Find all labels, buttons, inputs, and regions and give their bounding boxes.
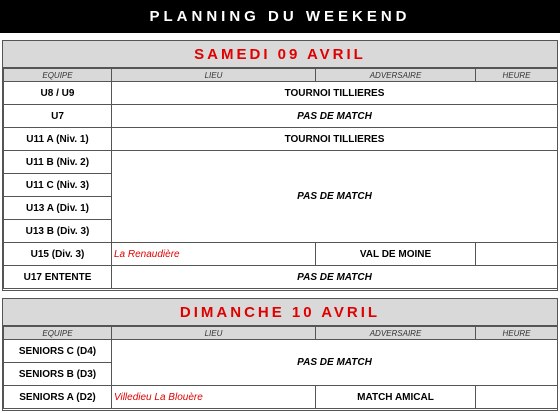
lieu-cell: La Renaudière xyxy=(112,243,316,266)
header-lieu: LIEU xyxy=(112,69,316,82)
table-row xyxy=(4,128,558,151)
adversaire-cell: MATCH AMICAL xyxy=(316,386,476,409)
table-row xyxy=(4,266,558,289)
team-cell: U17 ENTENTE xyxy=(4,266,112,289)
team-cell: U11 B (Niv. 2) xyxy=(4,151,112,174)
saturday-banner: SAMEDI 09 AVRIL xyxy=(3,41,557,68)
team-cell: SENIORS B (D3) xyxy=(4,363,112,386)
table-row xyxy=(4,340,558,363)
team-cell: U15 (Div. 3) xyxy=(4,243,112,266)
table-row xyxy=(4,151,558,174)
note-cell: PAS DE MATCH xyxy=(112,266,558,289)
header-row xyxy=(4,69,558,82)
header-equipe: EQUIPE xyxy=(4,327,112,340)
header-heure: HEURE xyxy=(476,69,558,82)
header-equipe: EQUIPE xyxy=(4,69,112,82)
note-cell: TOURNOI TILLIERES xyxy=(112,82,558,105)
table-row xyxy=(4,105,558,128)
header-lieu: LIEU xyxy=(112,327,316,340)
adversaire-cell: VAL DE MOINE xyxy=(316,243,476,266)
team-cell: U13 A (Div. 1) xyxy=(4,197,112,220)
team-cell: U7 xyxy=(4,105,112,128)
header-row xyxy=(4,327,558,340)
team-cell: U11 A (Niv. 1) xyxy=(4,128,112,151)
table-row xyxy=(4,243,558,266)
group-note-cell: PAS DE MATCH xyxy=(112,340,558,386)
saturday-section xyxy=(2,40,558,291)
table-row xyxy=(4,386,558,409)
sunday-table xyxy=(3,326,558,409)
heure-cell xyxy=(476,243,558,266)
note-cell: PAS DE MATCH xyxy=(112,105,558,128)
header-adversaire: ADVERSAIRE xyxy=(316,327,476,340)
team-cell: U8 / U9 xyxy=(4,82,112,105)
sunday-banner: DIMANCHE 10 AVRIL xyxy=(3,299,557,326)
team-cell: U13 B (Div. 3) xyxy=(4,220,112,243)
header-adversaire: ADVERSAIRE xyxy=(316,69,476,82)
saturday-table xyxy=(3,68,558,289)
group-note-cell: PAS DE MATCH xyxy=(112,151,558,243)
sunday-section xyxy=(2,298,558,411)
team-cell: SENIORS C (D4) xyxy=(4,340,112,363)
team-cell: U11 C (Niv. 3) xyxy=(4,174,112,197)
note-cell: TOURNOI TILLIERES xyxy=(112,128,558,151)
heure-cell xyxy=(476,386,558,409)
team-cell: SENIORS A (D2) xyxy=(4,386,112,409)
page-title: PLANNING DU WEEKEND xyxy=(0,0,560,33)
table-row xyxy=(4,82,558,105)
header-heure: HEURE xyxy=(476,327,558,340)
lieu-cell: Villedieu La Blouère xyxy=(112,386,316,409)
